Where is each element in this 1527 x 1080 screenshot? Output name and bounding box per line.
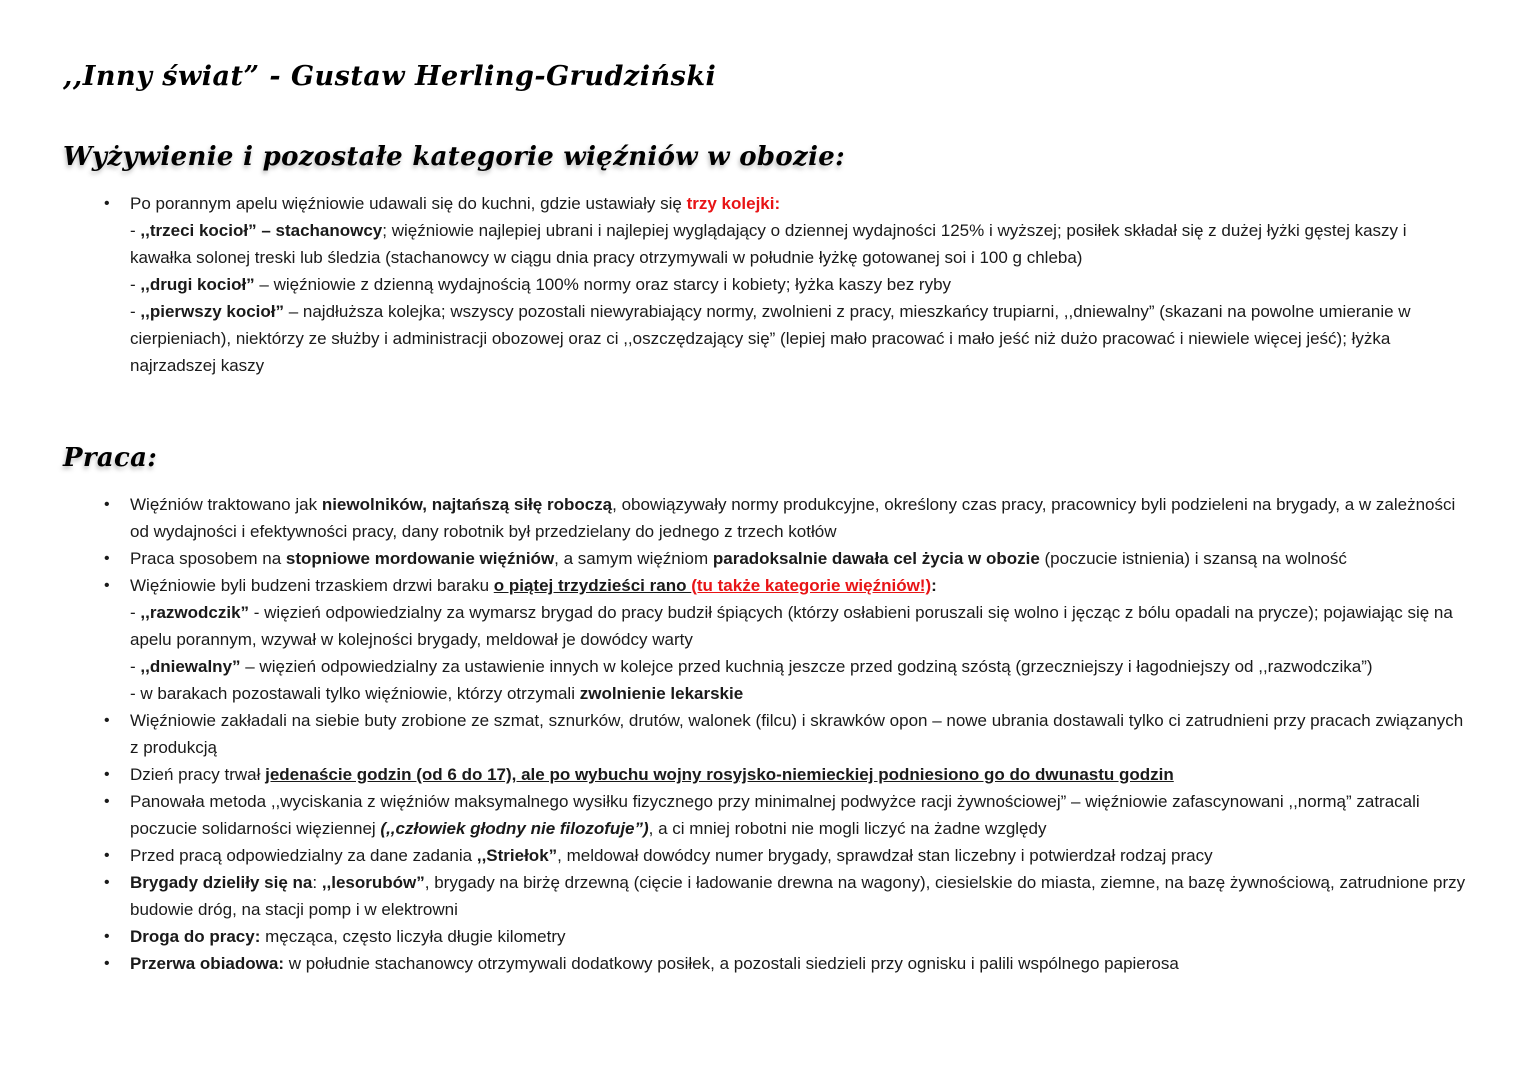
paragraph	[130, 653, 1467, 680]
paragraph	[130, 707, 1467, 761]
text-segment: Droga do pracy:	[130, 927, 261, 946]
text-segment: Praca sposobem na	[130, 549, 286, 568]
text-segment: – najdłuższa kolejka; wszyscy pozostali niewyrabiający normy, zwolnieni z pracy, mieszkańcy trupiarni, ,,dniewalny” (skazani na powolne umieranie w cierpieniach), niektórzy ze służby i administracji obozowej oraz ci ,,oszczędzający się” (lepiej mało pracować i mało jeść niż dużo pracować i niewiele więcej jeść); łyżka najrzadszej kaszy	[130, 302, 1411, 375]
document-title: ,,Inny świat” - Gustaw Herling-Grudziński	[63, 61, 717, 92]
text-segment: – więzień odpowiedzialny za ustawienie innych w kolejce przed kuchnią jeszcze przed godziną szóstą (grzeczniejszy i łagodniejszy od ,,razwodczika”)	[240, 657, 1373, 676]
bullet-marker-icon: •	[104, 766, 110, 783]
text-segment: trzy kolejki:	[686, 194, 781, 213]
paragraph	[130, 271, 1467, 298]
text-segment: stopniowe mordowanie więźniów	[285, 549, 555, 568]
paragraph	[130, 950, 1467, 977]
text-segment: ,,trzeci kocioł” – stachanowcy	[140, 221, 383, 240]
text-segment: – więźniowie z dzienną wydajnością 100% normy oraz starcy i kobiety; łyżka kaszy bez ryby	[254, 275, 952, 294]
text-segment: w południe stachanowcy otrzymywali dodatkowy posiłek, a pozostali siedzieli przy ognisku i palili wspólnego papierosa	[283, 954, 1179, 973]
bullet-item	[104, 491, 1467, 545]
section-heading: Praca:	[63, 443, 158, 473]
text-segment: - w barakach pozostawali tylko więźniowie, którzy otrzymali	[130, 684, 580, 703]
text-segment: ,,dniewalny”	[140, 657, 241, 676]
text-segment: Przerwa obiadowa:	[130, 954, 284, 973]
bullet-list	[63, 190, 1467, 379]
bullet-item	[104, 190, 1467, 379]
text-segment: zwolnienie lekarskie	[579, 684, 744, 703]
bullet-marker-icon: •	[104, 955, 110, 972]
bullet-marker-icon: •	[104, 577, 110, 594]
text-segment: :	[312, 873, 322, 892]
text-segment: ,,pierwszy kocioł”	[140, 302, 284, 321]
bullet-item	[104, 761, 1467, 788]
bullet-item	[104, 545, 1467, 572]
text-segment: -	[130, 221, 141, 240]
text-segment: -	[130, 603, 141, 622]
text-segment: , brygady na birżę drzewną (cięcie i ładowanie drewna na wagony), ciesielskie do miasta, ziemne, na bazę żywnościową, zatrudnione przy budowie dróg, na stacji pomp i w elektrowni	[130, 873, 1466, 919]
text-segment: męcząca, często liczyła długie kilometry	[260, 927, 566, 946]
bullet-item	[104, 923, 1467, 950]
bullet-item	[104, 707, 1467, 761]
text-segment: Więźniowie zakładali na siebie buty zrobione ze szmat, sznurków, drutów, walonek (filcu) i skrawków opon – nowe ubrania dostawali tylko ci zatrudnieni przy pracach związanych z produkcją	[130, 711, 1464, 757]
text-segment: -	[130, 302, 141, 321]
text-segment: , a ci mniej robotni nie mogli liczyć na żadne względy	[648, 819, 1047, 838]
paragraph	[130, 680, 1467, 707]
paragraph	[130, 545, 1467, 572]
paragraph	[130, 869, 1467, 923]
paragraph	[130, 298, 1467, 379]
paragraph	[130, 842, 1467, 869]
document-section	[63, 441, 1469, 977]
text-segment: Po porannym apelu więźniowie udawali się do kuchni, gdzie ustawiały się	[130, 194, 687, 213]
text-segment: -	[130, 657, 141, 676]
paragraph	[130, 788, 1467, 842]
bullet-marker-icon: •	[104, 712, 110, 729]
text-segment: (poczucie istnienia) i szansą na wolność	[1039, 549, 1347, 568]
text-segment: , obowiązywały normy produkcyjne, określony czas pracy, pracownicy byli podzieleni na brygady, a w zależności od wydajności i efektywności pracy, dany robotnik był przedzielany do jednego z trzech kotłów	[130, 495, 1456, 541]
text-segment: (tu także kategorie więźniów!)	[691, 576, 932, 595]
text-segment: paradoksalnie dawała cel życia w obozie	[712, 549, 1040, 568]
text-segment: Brygady dzieliły się na	[130, 873, 313, 892]
bullet-item	[104, 869, 1467, 923]
text-segment: -	[130, 275, 141, 294]
bullet-marker-icon: •	[104, 793, 110, 810]
document-section	[63, 140, 1469, 379]
text-segment: Dzień pracy trwał	[130, 765, 266, 784]
text-segment: Więźniów traktowano jak	[130, 495, 322, 514]
paragraph	[130, 572, 1467, 599]
text-segment: ,,drugi kocioł”	[140, 275, 255, 294]
bullet-marker-icon: •	[104, 847, 110, 864]
paragraph	[130, 491, 1467, 545]
bullet-item	[104, 572, 1467, 707]
paragraph	[130, 761, 1467, 788]
sections-container	[63, 140, 1469, 977]
text-segment: ,,lesorubów”	[321, 873, 425, 892]
paragraph	[130, 599, 1467, 653]
paragraph	[130, 923, 1467, 950]
bullet-item	[104, 788, 1467, 842]
text-segment: Więźniowie byli budzeni trzaskiem drzwi baraku	[130, 576, 494, 595]
text-segment: , a samym więźniom	[554, 549, 713, 568]
text-segment: jedenaście godzin (od 6 do 17), ale po wybuchu wojny rosyjsko-niemieckiej podniesiono go do dwunastu godzin	[265, 765, 1174, 784]
paragraph	[130, 217, 1467, 271]
bullet-marker-icon: •	[104, 874, 110, 891]
text-segment: ; więźniowie najlepiej ubrani i najlepiej wyglądający o dziennej wydajności 125% i wyższej; posiłek składał się z dużej łyżki gęstej kaszy i kawałka solonej treski lub śledzia (stachanowcy w ciągu dnia pracy otrzymywali w południe łyżkę gotowanej soi i 100 g chleba)	[130, 221, 1407, 267]
paragraph	[130, 190, 1467, 217]
text-segment: - więzień odpowiedzialny za wymarsz brygad do pracy budził śpiących (którzy osłabieni poruszali się wolno i jęcząc z bólu opadali na prycze); pojawiając się na apelu porannym, wzywał w kolejności brygady, meldował je dowódcy warty	[130, 603, 1453, 649]
text-segment: Panowała metoda ,,wyciskania z więźniów maksymalnego wysiłku fizycznego przy minimalnej podwyżce racji żywnościowej” – więźniowie zafascynowani ,,normą” zatracali poczucie solidarności więziennej	[130, 792, 1420, 838]
bullet-list	[63, 491, 1467, 977]
text-segment: o piątej trzydzieści rano	[493, 576, 692, 595]
bullet-marker-icon: •	[104, 195, 110, 212]
section-heading: Wyżywienie i pozostałe kategorie więźniów w obozie:	[63, 142, 846, 172]
text-segment: (,,człowiek głodny nie filozofuje”)	[380, 819, 649, 838]
text-segment: Przed pracą odpowiedzialny za dane zadania	[130, 846, 477, 865]
text-segment: niewolników, najtańszą siłę roboczą	[321, 495, 613, 514]
bullet-marker-icon: •	[104, 496, 110, 513]
bullet-item	[104, 950, 1467, 977]
text-segment: ,,razwodczik”	[140, 603, 250, 622]
bullet-marker-icon: •	[104, 928, 110, 945]
bullet-item	[104, 842, 1467, 869]
text-segment: ,,Striełok”	[476, 846, 558, 865]
text-segment: :	[931, 576, 937, 595]
text-segment: , meldował dowódcy numer brygady, sprawdzał stan liczebny i potwierdzał rodzaj pracy	[557, 846, 1213, 865]
bullet-marker-icon: •	[104, 550, 110, 567]
